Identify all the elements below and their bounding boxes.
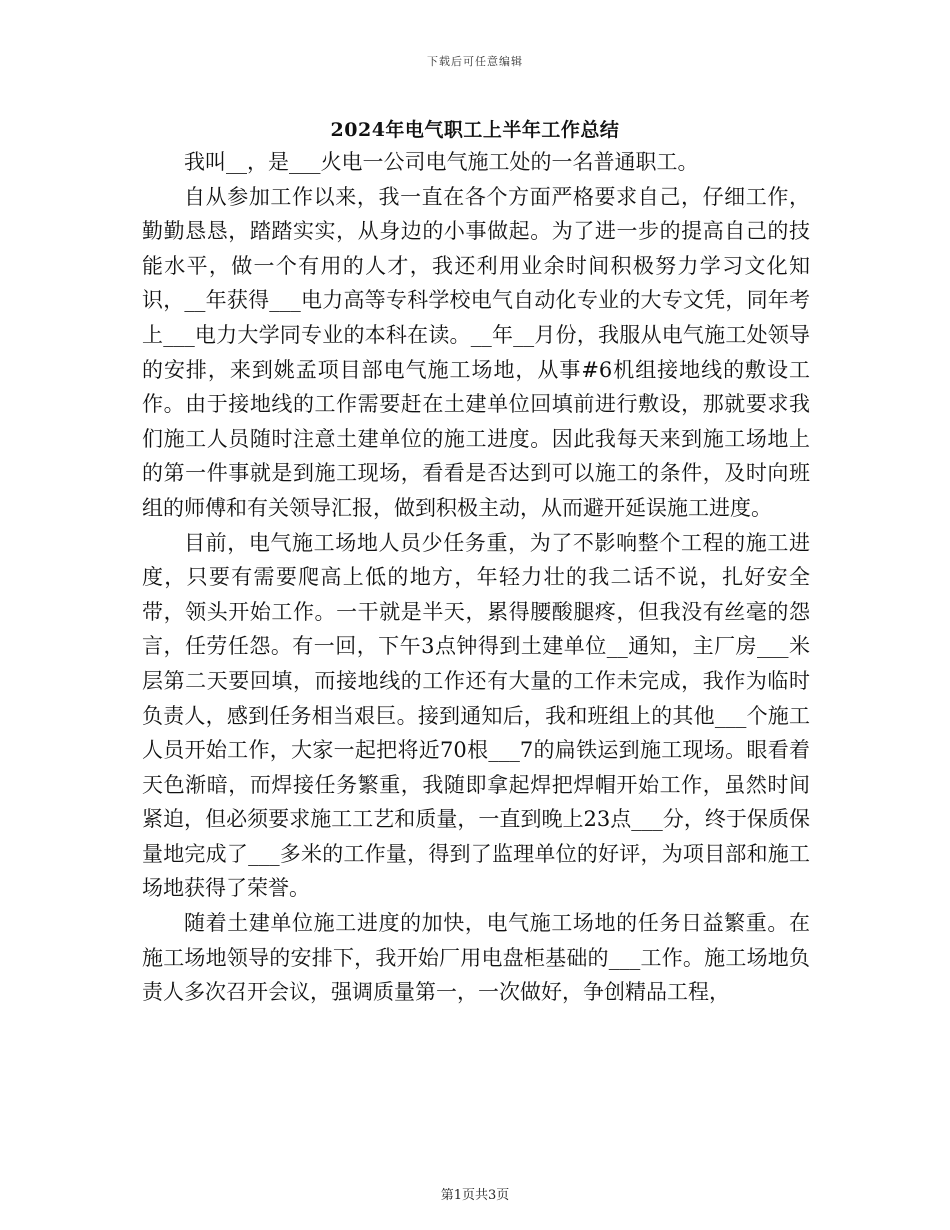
paragraph: 随着土建单位施工进度的加快，电气施工场地的任务日益繁重。在施工场地领导的安排下，我开始厂用电盘柜基础的___工作。施工场地负责人多次召开会议，强调质量第一，一次做好，争创精品工程， <box>142 911 810 1005</box>
paragraph: 自从参加工作以来，我一直在各个方面严格要求自己，仔细工作，勤勤恳恳，踏踏实实，从身边的小事做起。为了进一步的提高自己的技能水平，做一个有用的人才，我还利用业余时间积极努力学习文化知识，__年获得___电力高等专科学校电气自动化专业的大专文凭，同年考上___电力大学同专业的本科在读。__年__月份，我服从电气施工处领导的安排，来到姚孟项目部电气施工场地，从事#6机组接地线的敷设工作。由于接地线的工作需要赶在土建单位回填前进行敷设，那就要求我们施工人员随时注意土建单位的施工进度。因此我每天来到施工场地上的第一件事就是到施工现场，看看是否达到可以施工的条件，及时向班组的师傅和有关领导汇报，做到积极主动，从而避开延误施工进度。 <box>142 184 810 520</box>
document-title: 2024年电气职工上半年工作总结 <box>330 119 620 141</box>
document-body <box>142 145 810 1010</box>
page-footer: 第1页共3页 <box>440 1188 510 1203</box>
header-note: 下载后可任意编辑 <box>427 55 523 68</box>
paragraph: 目前，电气施工场地人员少任务重，为了不影响整个工程的施工进度，只要有需要爬高上低的地方，年轻力壮的我二话不说，扎好安全带，领头开始工作。一干就是半天，累得腰酸腿疼，但我没有丝毫的怨言，任劳任怨。有一回，下午3点钟得到土建单位__通知，主厂房___米层第二天要回填，而接地线的工作还有大量的工作未完成，我作为临时负责人，感到任务相当艰巨。接到通知后，我和班组上的其他___个施工人员开始工作，大家一起把将近70根___7的扁铁运到施工现场。眼看着天色渐暗，而焊接任务繁重，我随即拿起焊把焊帽开始工作，虽然时间紧迫，但必须要求施工工艺和质量，一直到晚上23点___分，终于保质保量地完成了___多米的工作量，得到了监理单位的好评，为项目部和施工场地获得了荣誉。 <box>142 530 810 901</box>
paragraph: 我叫__，是___火电一公司电气施工处的一名普通职工。 <box>184 150 699 174</box>
